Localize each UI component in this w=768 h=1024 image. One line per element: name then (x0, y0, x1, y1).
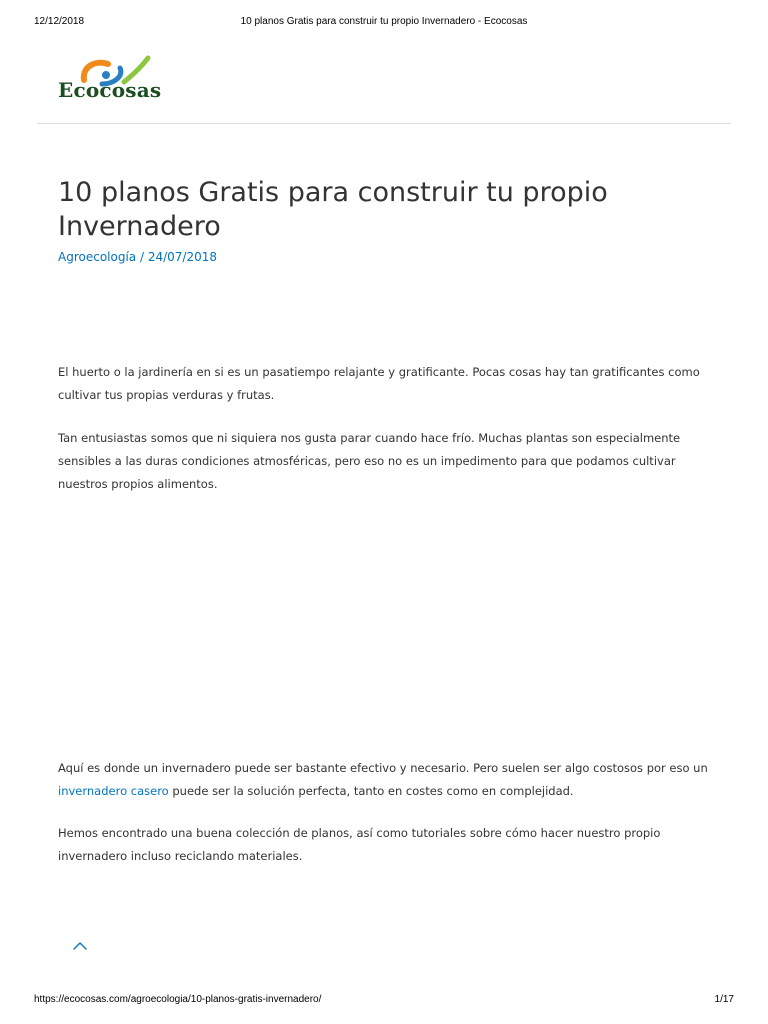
header-divider (37, 123, 731, 124)
paragraph-greenhouse-text-end: puede ser la solución perfecta, tanto en costes como en complejidad. (168, 784, 574, 798)
publish-date: 24/07/2018 (147, 250, 217, 264)
article-meta (58, 249, 217, 265)
paragraph-intro: El huerto o la jardinería en si es un pasatiempo relajante y gratificante. Pocas cosas hay tan gratificantes como cultivar tus propias verduras y frutas. (58, 365, 700, 402)
meta-separator: / (136, 250, 148, 264)
paragraph-cold-weather: Tan entusiastas somos que ni siquiera nos gusta parar cuando hace frío. Muchas plantas son especialmente sensibles a las duras condiciones atmosféricas, pero eso no es un impedimento para que podamos cultivar nuestros propios alimentos. (58, 431, 681, 491)
scroll-to-top-button[interactable] (70, 938, 90, 954)
paragraph-greenhouse (58, 757, 710, 803)
site-logo[interactable] (58, 54, 180, 106)
chevron-up-icon (70, 938, 90, 954)
paragraph-greenhouse-text-start: Aquí es donde un invernadero puede ser bastante efectivo y necesario. Pero suelen ser algo costosos por eso un (58, 761, 708, 775)
print-url: https://ecocosas.com/agroecologia/10-planos-gratis-invernadero/ (34, 994, 322, 1005)
print-header (0, 16, 768, 30)
logo-text: Ecocosas (58, 78, 162, 102)
homemade-greenhouse-link[interactable]: invernadero casero (58, 784, 169, 798)
print-date: 12/12/2018 (34, 16, 85, 27)
paragraph-plans-collection: Hemos encontrado una buena colección de planos, así como tutoriales sobre cómo hacer nuestro propio invernadero incluso reciclando materiales. (58, 826, 661, 863)
page-count: 1/17 (714, 994, 734, 1005)
print-document-title: 10 planos Gratis para construir tu propio Invernadero - Ecocosas (240, 16, 528, 27)
print-footer (0, 994, 768, 1008)
article-title: 10 planos Gratis para construir tu propio Invernadero (58, 177, 608, 242)
category-link[interactable]: Agroecología (58, 250, 137, 264)
